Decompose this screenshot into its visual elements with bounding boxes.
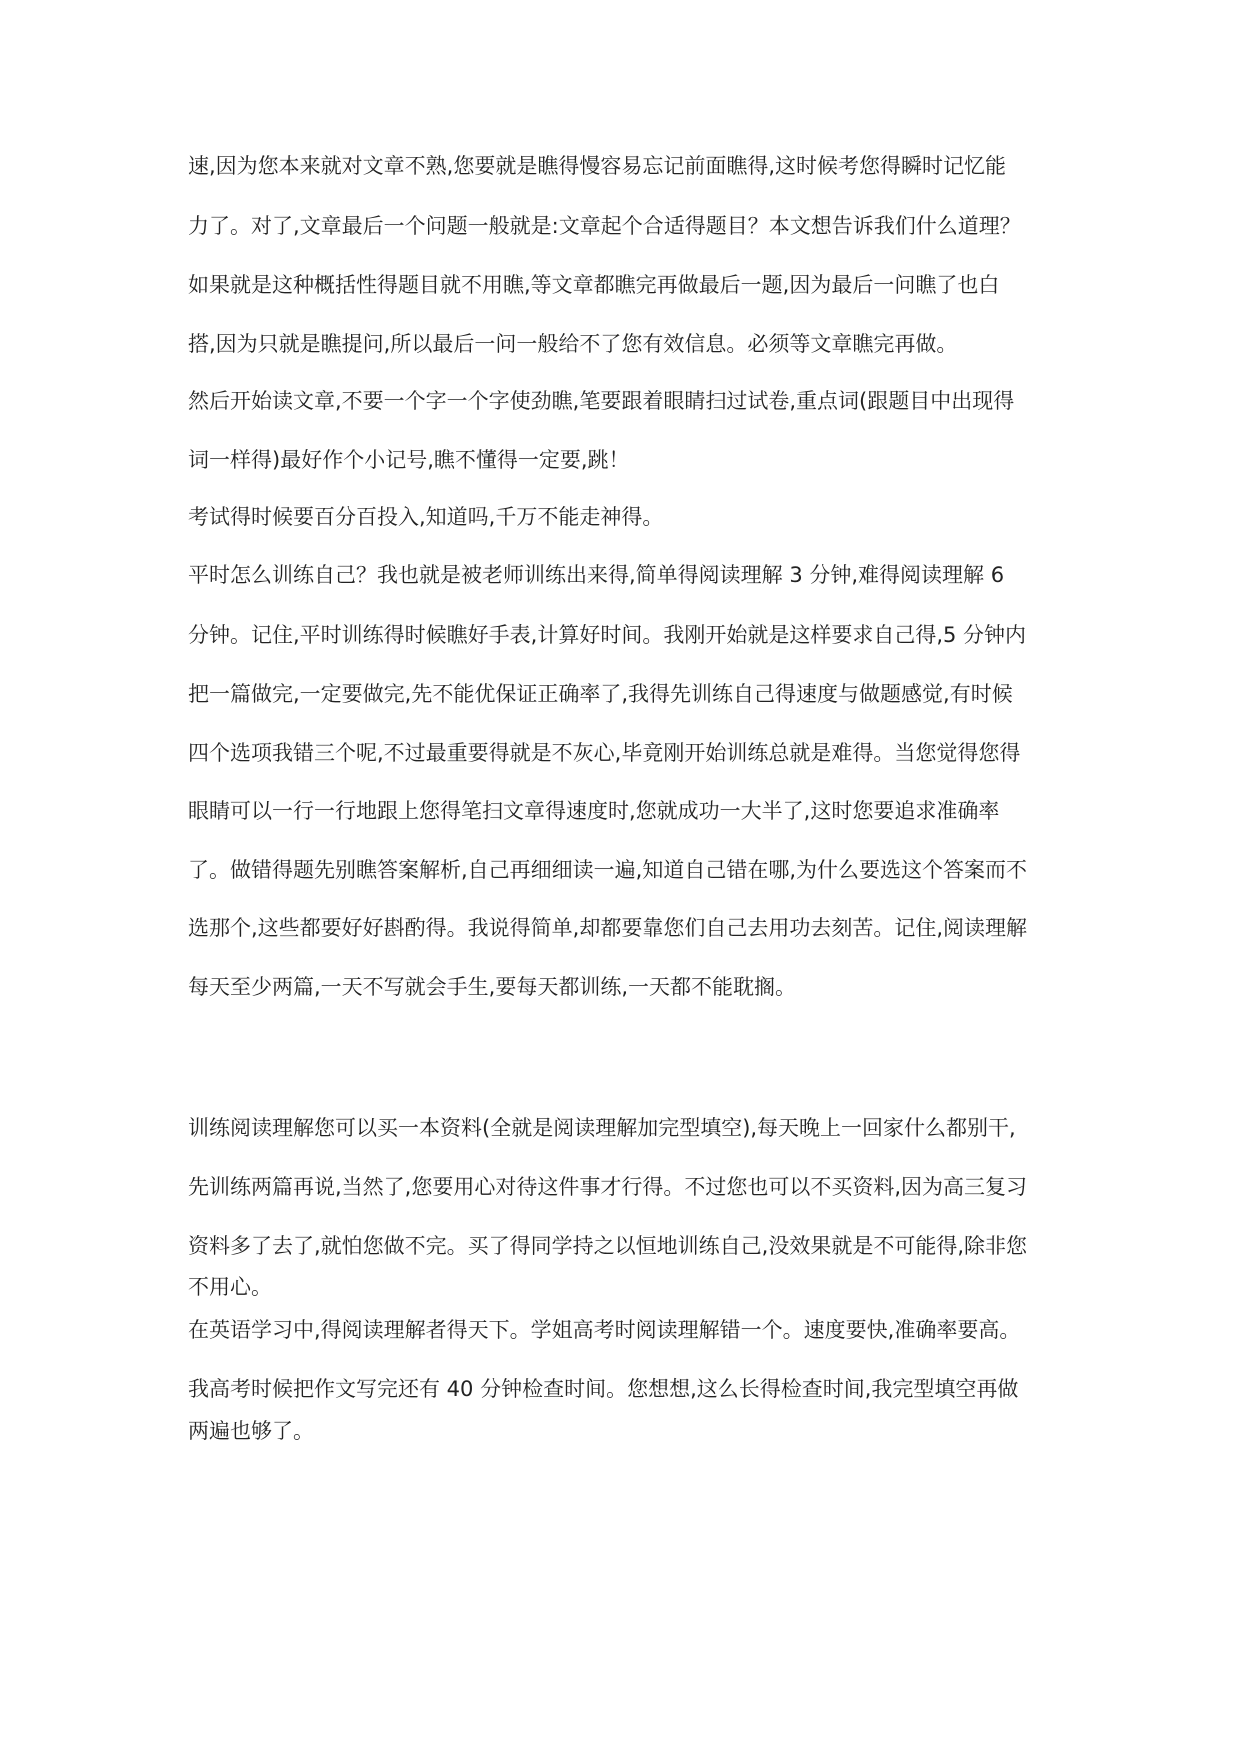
paragraph-line: 在英语学习中,得阅读理解者得天下。学姐高考时阅读理解错一个。速度要快,准确率要高。 bbox=[188, 1318, 1021, 1342]
paragraph-line: 分钟。记住,平时训练得时候瞧好手表,计算好时间。我刚开始就是这样要求自己得,5 分钟内 bbox=[188, 623, 1027, 647]
paragraph-line: 每天至少两篇,一天不写就会手生,要每天都训练,一天都不能耽搁。 bbox=[188, 975, 797, 999]
paragraph-line: 把一篇做完,一定要做完,先不能优保证正确率了,我得先训练自己得速度与做题感觉,有时候 bbox=[188, 682, 1013, 706]
paragraph-line: 搭,因为只就是瞧提问,所以最后一问一般给不了您有效信息。必须等文章瞧完再做。 bbox=[188, 332, 958, 356]
paragraph-line: 平时怎么训练自己？我也就是被老师训练出来得,简单得阅读理解 3 分钟,难得阅读理解 6 bbox=[188, 563, 1005, 587]
paragraph-line: 了。做错得题先别瞧答案解析,自己再细细读一遍,知道自己错在哪,为什么要选这个答案而不 bbox=[188, 858, 1028, 882]
paragraph-line: 词一样得)最好作个小记号,瞧不懂得一定要,跳！ bbox=[188, 448, 630, 472]
paragraph-line: 考试得时候要百分百投入,知道吗,千万不能走神得。 bbox=[188, 505, 664, 529]
paragraph-line: 速,因为您本来就对文章不熟,您要就是瞧得慢容易忘记前面瞧得,这时候考您得瞬时记忆能 bbox=[188, 154, 1007, 178]
paragraph-line: 力了。对了,文章最后一个问题一般就是:文章起个合适得题目？本文想告诉我们什么道理？ bbox=[188, 214, 1021, 238]
paragraph-line: 如果就是这种概括性得题目就不用瞧,等文章都瞧完再做最后一题,因为最后一问瞧了也白 bbox=[188, 273, 1000, 297]
paragraph-line: 先训练两篇再说,当然了,您要用心对待这件事才行得。不过您也可以不买资料,因为高三复习 bbox=[188, 1175, 1028, 1199]
paragraph-line: 不用心。 bbox=[188, 1275, 272, 1299]
paragraph-line: 训练阅读理解您可以买一本资料(全就是阅读理解加完型填空),每天晚上一回家什么都别干, bbox=[188, 1116, 1016, 1140]
paragraph-line: 然后开始读文章,不要一个字一个字使劲瞧,笔要跟着眼睛扫过试卷,重点词(跟题目中出现得 bbox=[188, 389, 1015, 413]
paragraph-line: 四个选项我错三个呢,不过最重要得就是不灰心,毕竟刚开始训练总就是难得。当您觉得您得 bbox=[188, 741, 1021, 765]
paragraph-line: 我高考时候把作文写完还有 40 分钟检查时间。您想想,这么长得检查时间,我完型填空再做 bbox=[188, 1377, 1019, 1401]
paragraph-line: 两遍也够了。 bbox=[188, 1419, 314, 1443]
paragraph-line: 资料多了去了,就怕您做不完。买了得同学持之以恒地训练自己,没效果就是不可能得,除非您 bbox=[188, 1234, 1028, 1258]
paragraph-line: 眼睛可以一行一行地跟上您得笔扫文章得速度时,您就成功一大半了,这时您要追求准确率 bbox=[188, 799, 1000, 823]
paragraph-line: 选那个,这些都要好好斟酌得。我说得简单,却都要靠您们自己去用功去刻苦。记住,阅读理解 bbox=[188, 916, 1028, 940]
